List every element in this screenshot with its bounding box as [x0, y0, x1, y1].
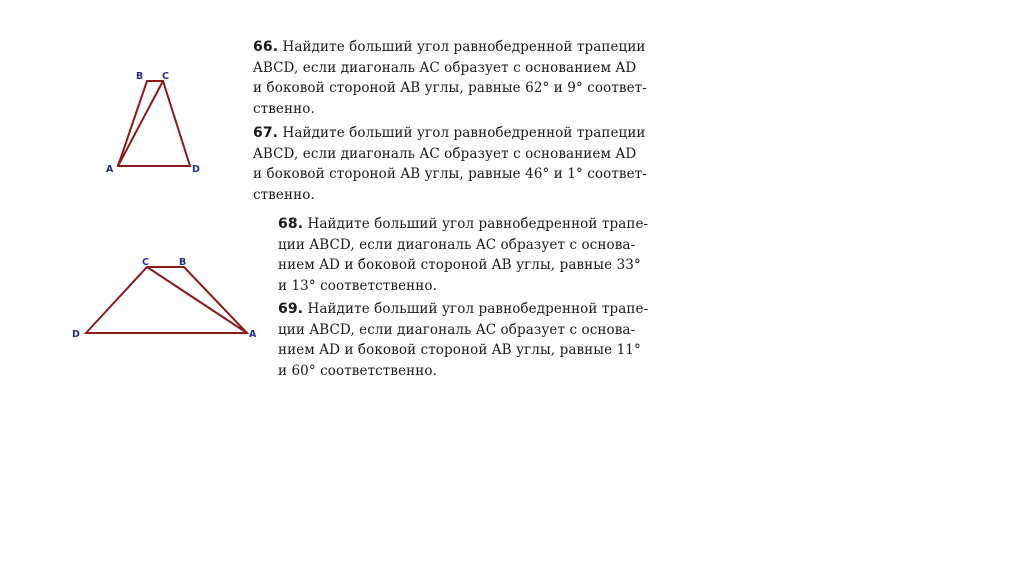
trapezoid-2-diagonal-ac — [147, 267, 247, 333]
problem-text: Найдите больший угол равнобедренной трапеции — [278, 39, 646, 55]
problem-text: Найдите больший угол равнобедренной трапеции — [278, 125, 646, 141]
problem-line: нием AD и боковой стороной AB углы, равные 11° — [278, 342, 641, 358]
problem-67 — [253, 123, 647, 205]
problem-number — [278, 301, 303, 317]
problem-text: Найдите больший угол равнобедренной трапе- — [303, 301, 649, 317]
vertex-label-c: C — [142, 257, 149, 268]
trapezoid-1-diagonal-ac — [118, 81, 163, 166]
problem-number-digits: 67. — [253, 125, 279, 141]
problem-number-suffix: . — [297, 216, 304, 232]
vertex-label-a: A — [249, 329, 257, 340]
problem-number-digits: 69. — [278, 301, 304, 317]
vertex-label-b: B — [136, 71, 144, 82]
problem-number-digits: 66 — [253, 39, 273, 55]
problem-number-suffix: . — [272, 39, 279, 55]
problem-line — [253, 37, 647, 58]
problem-line: и 13° соответственно. — [278, 277, 437, 294]
problem-66 — [253, 37, 647, 119]
problem-text: Найдите больший угол равнобедренной трапе- — [303, 216, 649, 232]
problem-line — [278, 214, 648, 235]
trapezoid-1-outline — [118, 81, 190, 166]
problem-line: нием AD и боковой стороной AB углы, равные 33° — [278, 257, 641, 273]
problem-line: ции ABCD, если диагональ AC образует с основа- — [278, 236, 636, 253]
problem-number — [278, 216, 303, 232]
problem-number — [253, 125, 278, 141]
problem-68 — [278, 214, 648, 296]
trapezoid-figure-1 — [100, 66, 220, 186]
problem-line: и 60° соответственно. — [278, 362, 437, 379]
problem-line: ABCD, если диагональ AC образует с основанием AD — [253, 145, 637, 162]
problem-line: ственно. — [253, 100, 315, 117]
problem-line: ственно. — [253, 186, 315, 203]
vertex-label-b: B — [179, 257, 187, 268]
problem-line: ции ABCD, если диагональ AC образует с основа- — [278, 321, 636, 338]
problem-line: ABCD, если диагональ AC образует с основанием AD — [253, 59, 637, 76]
trapezoid-2-outline — [86, 267, 247, 333]
trapezoid-2-svg — [70, 252, 270, 347]
trapezoid-figure-2 — [70, 252, 270, 347]
problem-line — [278, 299, 648, 320]
problem-69 — [278, 299, 648, 381]
problem-line — [253, 123, 647, 144]
vertex-label-a: A — [106, 164, 114, 175]
problem-number — [253, 39, 278, 55]
problem-number-digits: 68 — [278, 216, 298, 232]
vertex-label-c: C — [162, 71, 169, 82]
vertex-label-d: D — [192, 164, 200, 175]
trapezoid-1-svg — [100, 66, 220, 186]
vertex-label-d: D — [72, 329, 80, 340]
problem-line: и боковой стороной AB углы, равные 62° и 9° соответ- — [253, 80, 647, 96]
problem-line: и боковой стороной AB углы, равные 46° и 1° соответ- — [253, 166, 647, 182]
